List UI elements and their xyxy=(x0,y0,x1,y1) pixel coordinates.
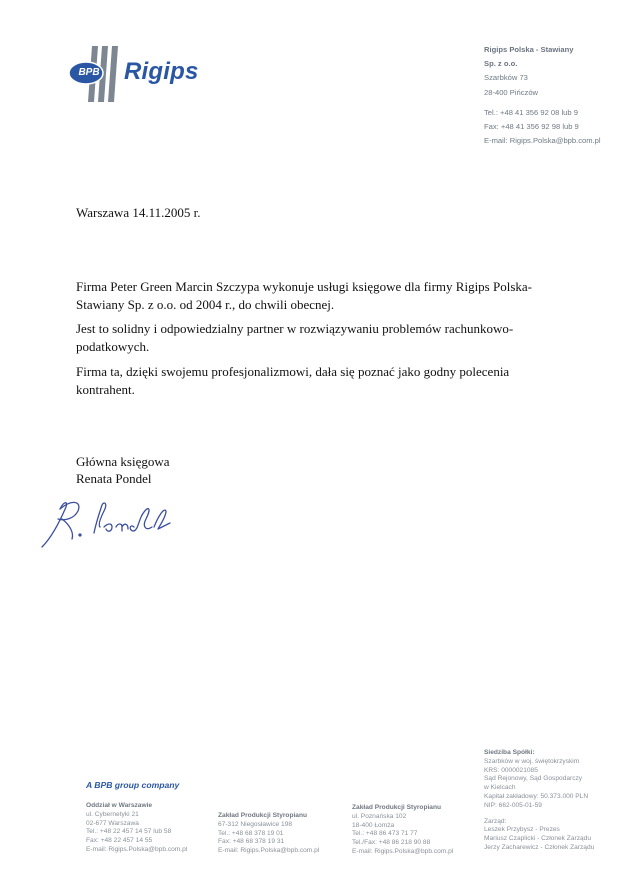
sender-company-line1: Rigips Polska - Stawiany xyxy=(484,45,574,54)
plant-niegoslawice-heading: Zakład Produkcji Styropianu xyxy=(218,812,308,819)
company-seat-krs: KRS: 0000021085 xyxy=(484,766,538,774)
plant-niegoslawice-email: E-mail: Rigips.Polska@bpb.com.pl xyxy=(218,847,320,855)
plant-niegoslawice-phone: Tel.: +48 68 378 19 01 xyxy=(218,829,284,837)
plant-lomza-city: 18-400 Łomża xyxy=(352,821,395,829)
sender-phone: Tel.: +48 41 356 92 08 lub 9 xyxy=(484,107,578,117)
signer-name: Renata Pondel xyxy=(76,471,152,486)
paragraph-2: Jest to solidny i odpowiedzialny partner w rozwiązywaniu problemów rachunkowo-podatkowych. xyxy=(76,321,514,354)
plant-lomza-heading: Zakład Produkcji Styropianu xyxy=(352,804,442,811)
sender-city: 28-400 Pińczów xyxy=(484,87,539,97)
paragraph-1: Firma Peter Green Marcin Szczypa wykonuje usługi księgowe dla firmy Rigips Polska-Stawiany Sp. z o.o. od 2004 r., do chwili obecnej. xyxy=(76,279,532,312)
office-warsaw-fax: Fax: +48 22 457 14 55 xyxy=(86,837,153,845)
footer-office-warsaw xyxy=(86,802,187,855)
footer-plant-niegoslawice xyxy=(218,812,319,856)
logo-badge-text: BPB xyxy=(78,67,100,78)
sender-fax: Fax: +48 41 356 92 98 lub 9 xyxy=(484,122,579,132)
office-warsaw-street: ul. Cybernetyki 21 xyxy=(86,810,139,818)
sender-company-line2: Sp. z o.o. xyxy=(484,59,518,69)
brand-name: Rigips xyxy=(124,58,199,85)
board-member-1: Leszek Przybysz - Prezes xyxy=(484,826,560,834)
signer-title: Główna księgowa xyxy=(76,454,170,469)
sender-street: Szarbków 73 xyxy=(484,73,528,83)
plant-lomza-fax: Tel./Fax: +48 86 218 90 88 xyxy=(352,839,431,847)
footer-company-seat xyxy=(484,749,634,853)
plant-lomza-email: E-mail: Rigips.Polska@bpb.com.pl xyxy=(352,847,454,855)
company-seat-court1: Sąd Rejonowy, Sąd Gospodarczy xyxy=(484,775,583,783)
office-warsaw-city: 02-677 Warszawa xyxy=(86,819,139,827)
company-seat-nip: NIP: 662-005-01-59 xyxy=(484,801,542,809)
company-seat-court2: w Kielcach xyxy=(484,784,516,792)
signer-block xyxy=(76,453,170,487)
board-member-2: Mariusz Czaplicki - Członek Zarządu xyxy=(484,835,591,843)
footer-plant-lomza xyxy=(352,804,453,857)
plant-lomza-phone: Tel.: +48 86 473 71 77 xyxy=(352,830,418,838)
sender-address-block xyxy=(484,43,634,148)
handwritten-signature xyxy=(38,493,198,553)
paragraph-3: Firma ta, dzięki swojemu profesjonalizmowi, dała się poznać jako godny polecenia kontrahent. xyxy=(76,364,510,397)
letter-date: Warszawa 14.11.2005 r. xyxy=(76,205,201,220)
board-member-3: Jerzy Zacharewicz - Członek Zarządu xyxy=(484,843,595,851)
office-warsaw-heading: Oddział w Warszawie xyxy=(86,802,153,809)
board-heading: Zarząd: xyxy=(484,817,507,825)
office-warsaw-email: E-mail: Rigips.Polska@bpb.com.pl xyxy=(86,845,188,853)
plant-niegoslawice-street: 67-312 Niegosławice 198 xyxy=(218,820,293,828)
plant-lomza-street: ul. Poznańska 102 xyxy=(352,812,407,820)
company-seat-line1: Szarbków w woj. świętokrzyskim xyxy=(484,757,580,765)
company-seat-capital: Kapitał zakładowy: 50.373.000 PLN xyxy=(484,792,589,800)
group-company-label: A BPB group company xyxy=(86,780,180,790)
plant-niegoslawice-fax: Fax: +48 68 378 19 31 xyxy=(218,838,285,846)
office-warsaw-phone: Tel.: +48 22 457 14 57 lub 58 xyxy=(86,828,172,836)
sender-email: E-mail: Rigips.Polska@bpb.com.pl xyxy=(484,136,601,146)
company-seat-heading: Siedziba Spółki: xyxy=(484,749,535,756)
